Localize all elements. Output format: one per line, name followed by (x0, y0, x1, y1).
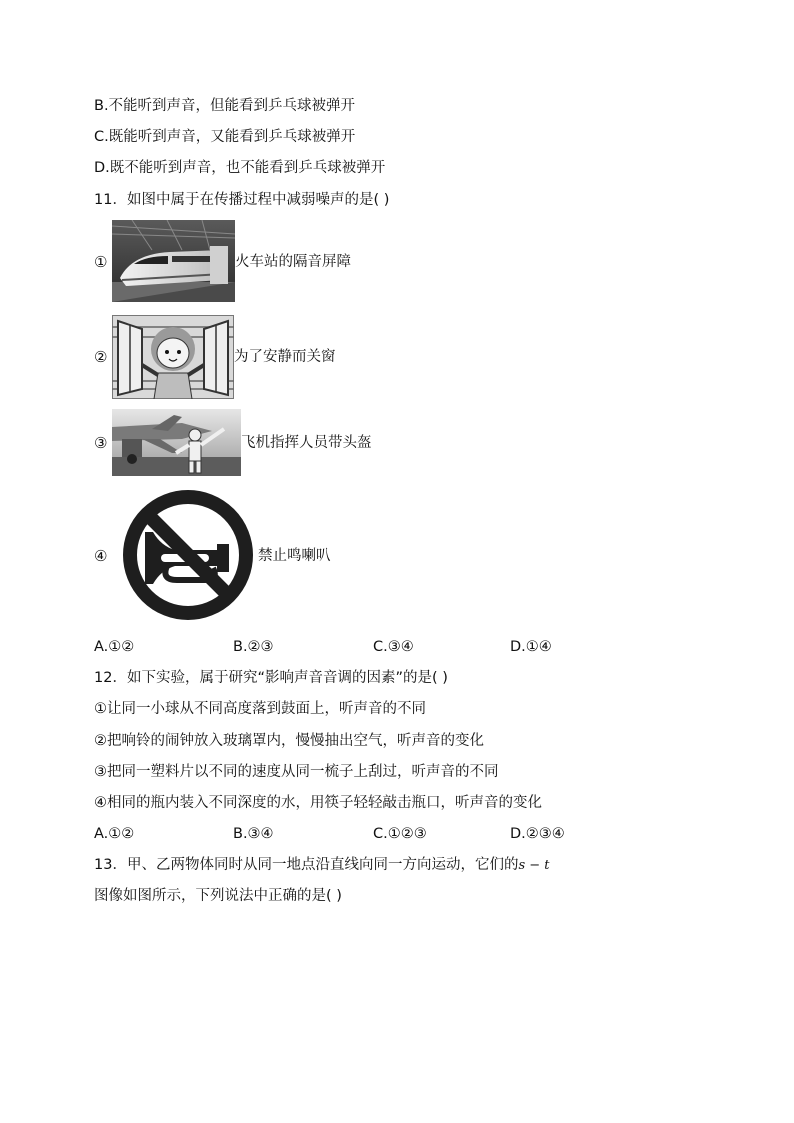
q10-option-d: D.既不能听到声音，也不能看到乒乓球被弹开 (94, 160, 386, 176)
q11-stem: 11．如图中属于在传播过程中减弱噪声的是( ) (94, 192, 390, 208)
q13-stem-line1 (94, 855, 550, 876)
girl-window-illustration-icon (112, 315, 234, 399)
q12-item-1: ①让同一小球从不同高度落到鼓面上，听声音的不同 (94, 701, 426, 717)
q13-stem-part2: 图像如图所示，下列说法中正确的是( ) (94, 888, 342, 904)
st-symbol: s − t (518, 858, 550, 873)
q10-option-c: C.既能听到声音，又能看到乒乓球被弹开 (94, 129, 356, 145)
q12-option-c: C.①②③ (373, 826, 427, 842)
train-photo-icon (112, 220, 235, 302)
q11-item4-caption: 禁止鸣喇叭 (258, 548, 331, 564)
q11-option-d: D.①④ (510, 639, 552, 655)
no-horn-sign-icon (121, 488, 255, 622)
q11-item1-caption: 火车站的隔音屏障 (235, 254, 351, 270)
q12-option-a: A.①② (94, 826, 135, 842)
aircraft-handler-photo-icon (112, 409, 241, 476)
q11-item1-number: ① (94, 253, 108, 271)
q10-option-b: B.不能听到声音，但能看到乒乓球被弹开 (94, 98, 356, 114)
q12-item-3: ③把同一塑料片以不同的速度从同一梳子上刮过，听声音的不同 (94, 764, 499, 780)
q11-option-a: A.①② (94, 639, 135, 655)
q11-item3-number: ③ (94, 434, 108, 452)
q11-option-c: C.③④ (373, 639, 414, 655)
q11-option-b: B.②③ (233, 639, 274, 655)
q12-stem: 12．如下实验，属于研究“影响声音音调的因素”的是( ) (94, 670, 448, 686)
q12-item-2: ②把响铃的闹钟放入玻璃罩内，慢慢抽出空气，听声音的变化 (94, 733, 484, 749)
q11-item2-caption: 为了安静而关窗 (234, 349, 336, 365)
q12-option-d: D.②③④ (510, 826, 565, 842)
q12-option-b: B.③④ (233, 826, 274, 842)
q13-stem-part1: 13．甲、乙两物体同时从同一地点沿直线向同一方向运动，它们的 (94, 857, 519, 873)
q11-item3-caption: 飞机指挥人员带头盔 (241, 435, 372, 451)
q12-item-4: ④相同的瓶内装入不同深度的水，用筷子轻轻敲击瓶口，听声音的变化 (94, 795, 542, 811)
q11-item2-number: ② (94, 348, 108, 366)
q11-item4-number: ④ (94, 547, 108, 565)
